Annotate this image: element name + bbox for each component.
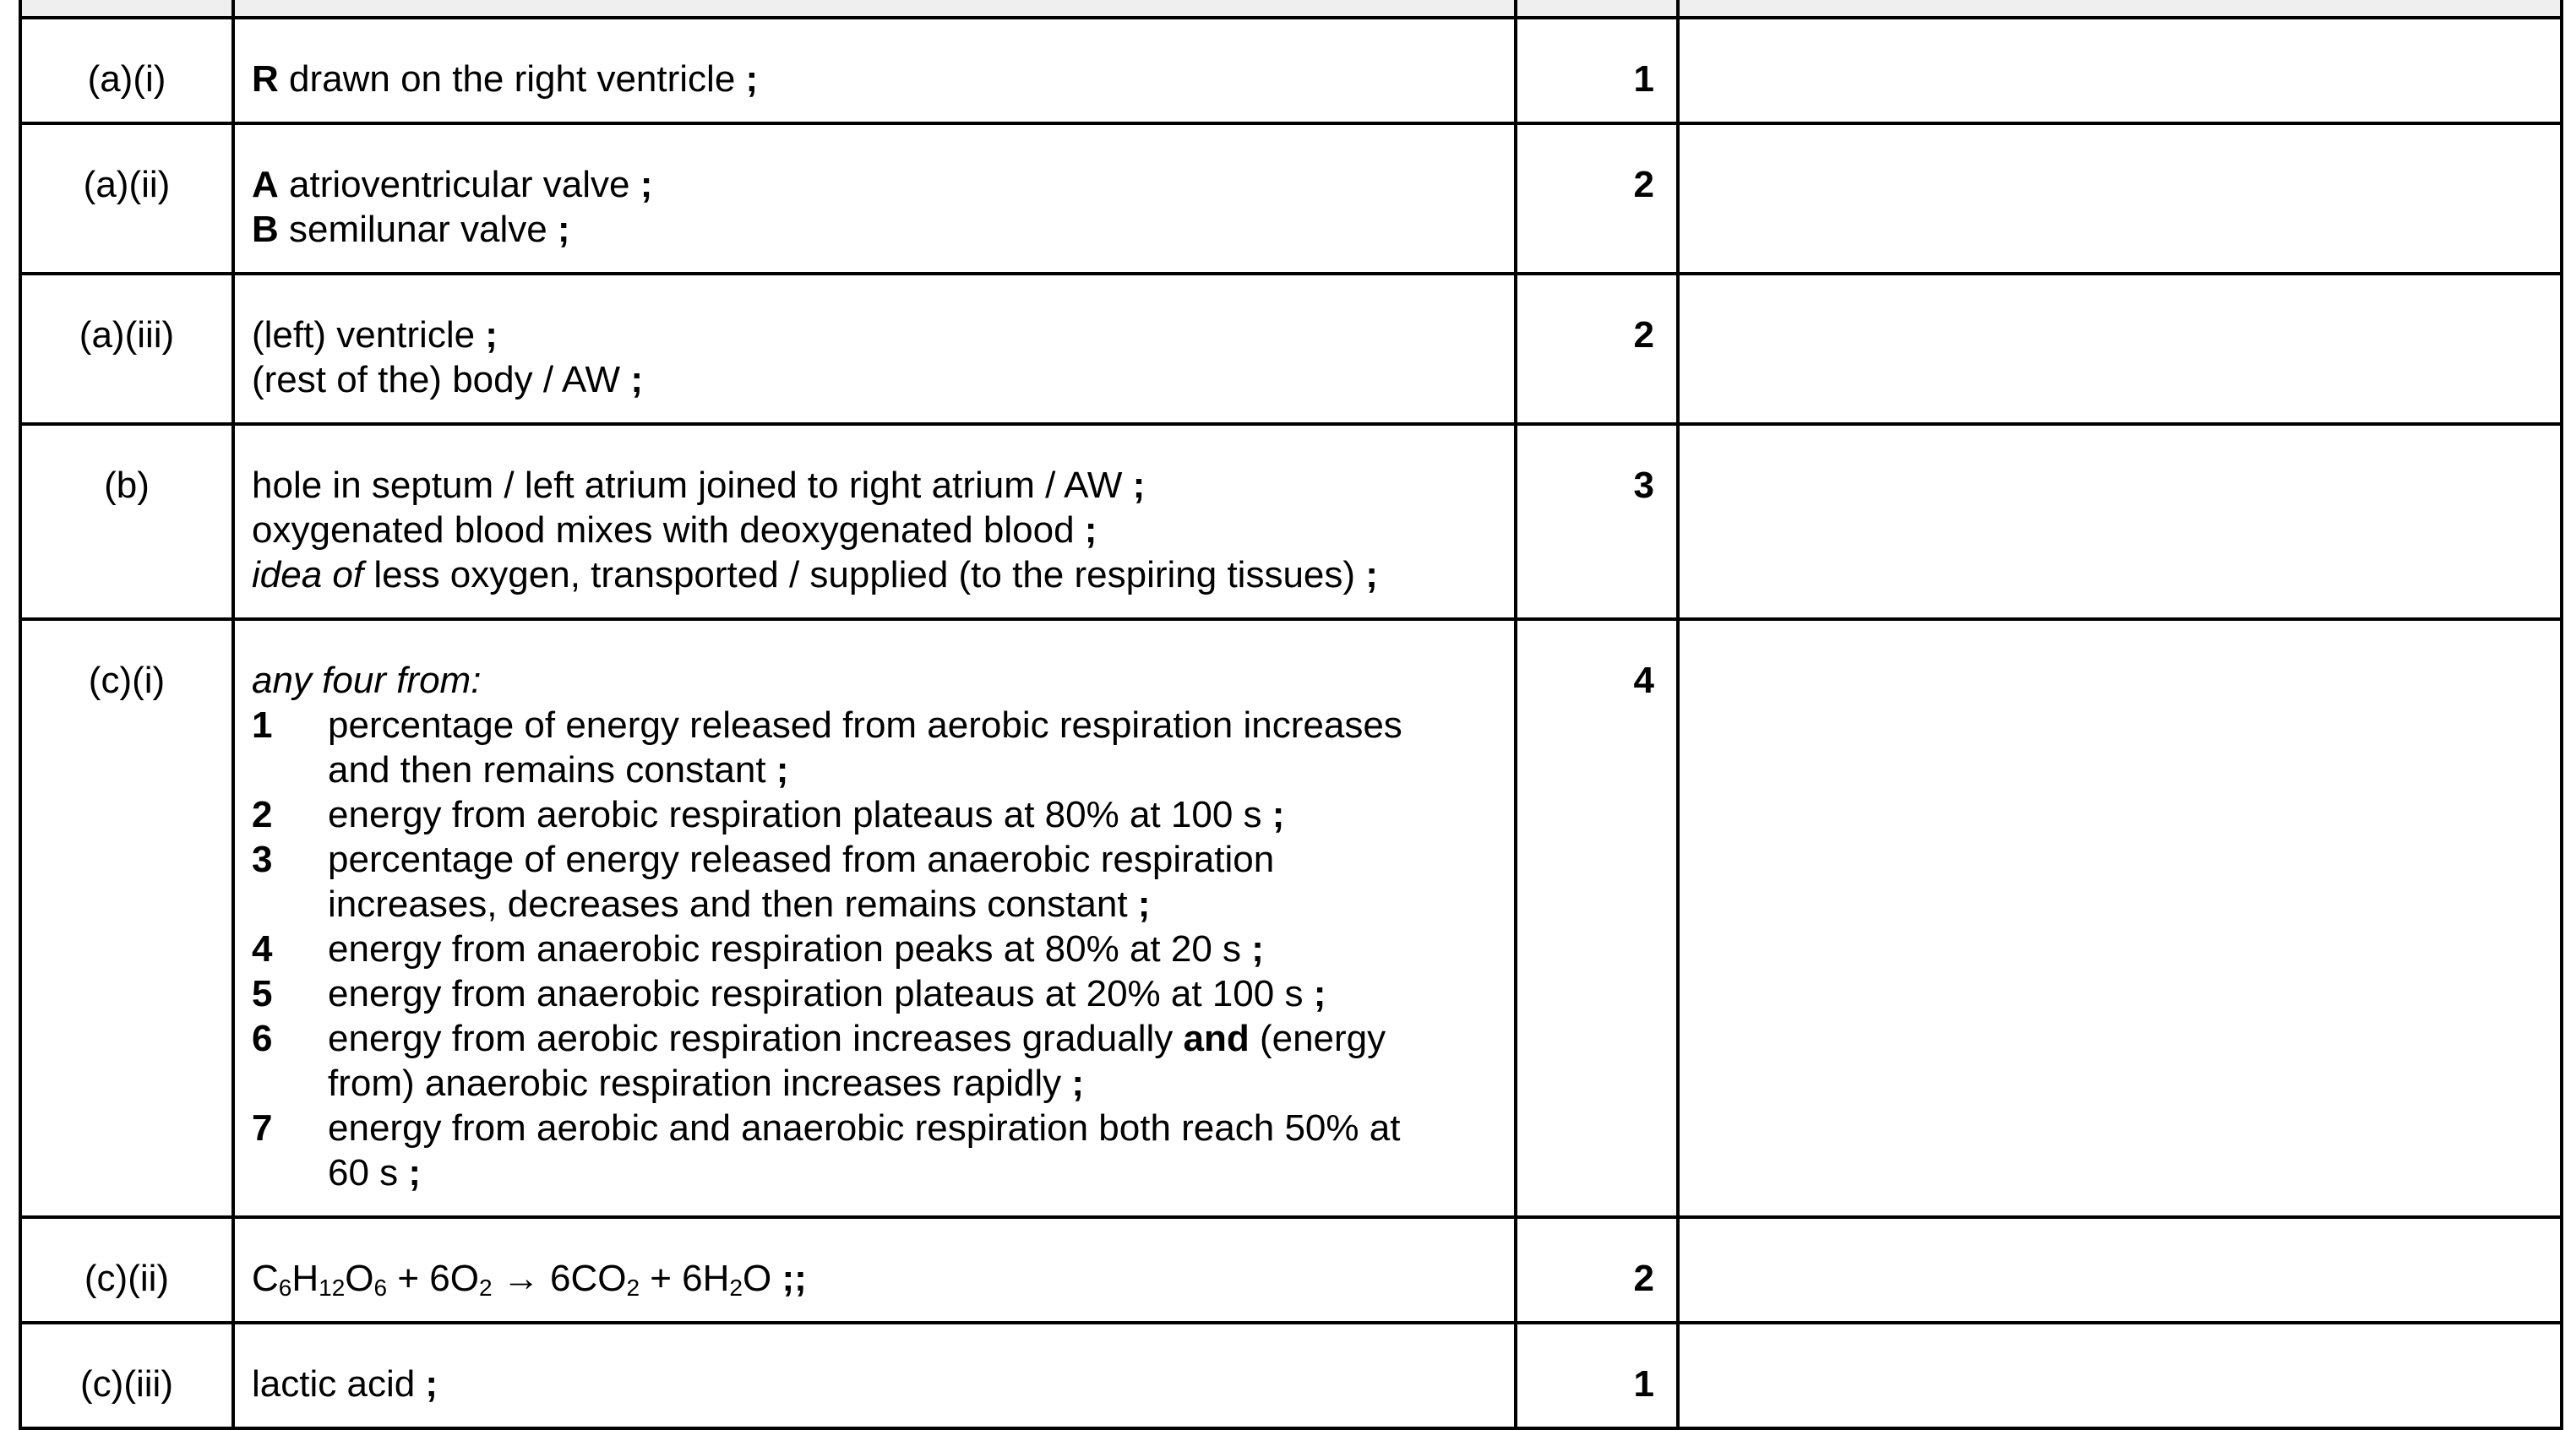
- table-row: [20, 18, 2562, 123]
- respiration-equation: $C_6H_{12}O_6 + 6O_2 \to 6CO_2 + 6H_2O$ ;;: [252, 1258, 807, 1301]
- guidance-cell: [1678, 18, 2562, 123]
- mark-scheme-table: [19, 0, 2563, 1430]
- marks-cell: 2: [1516, 274, 1678, 424]
- marks-cell: 2: [1516, 1217, 1678, 1323]
- guidance-cell: [1678, 1217, 2562, 1323]
- marking-point: 2 energy from aerobic respiration plateaus at 80% at 100 s ;: [252, 794, 1285, 835]
- answer-intro: any four from:: [252, 660, 482, 701]
- guidance-cell: [1678, 1323, 2562, 1428]
- guidance-cell: [1678, 424, 2562, 619]
- marking-point: 6 energy from aerobic respiration increases gradually and (energy from) anaerobic respiration increases rapidly ;: [252, 1018, 1386, 1104]
- marking-point: 3 percentage of energy released from anaerobic respiration increases, decreases and then remains constant ;: [252, 839, 1275, 925]
- question-number: (c)(i): [20, 619, 233, 1217]
- table-row: [20, 619, 2562, 1217]
- answer-line: hole in septum / left atrium joined to right atrium / AW ;: [252, 465, 1146, 506]
- answer-cell: [233, 274, 1516, 424]
- question-number: (b): [20, 424, 233, 619]
- question-number: (a)(ii): [20, 123, 233, 274]
- question-number: (c)(ii): [20, 1217, 233, 1323]
- answer-cell: [233, 18, 1516, 123]
- answer-line: A atrioventricular valve ;: [252, 164, 653, 205]
- header-cell-answer: [233, 0, 1516, 18]
- answer-cell: [233, 1217, 1516, 1323]
- table-row: [20, 274, 2562, 424]
- answer-cell: [233, 424, 1516, 619]
- marks-cell: 1: [1516, 1323, 1678, 1428]
- guidance-cell: [1678, 274, 2562, 424]
- marking-point: 7 energy from aerobic and anaerobic respiration both reach 50% at 60 s ;: [252, 1107, 1401, 1193]
- answer-line: B semilunar valve ;: [252, 209, 570, 250]
- table-row: [20, 1217, 2562, 1323]
- answer-line: oxygenated blood mixes with deoxygenated blood ;: [252, 509, 1097, 551]
- marking-point: 1 percentage of energy released from aerobic respiration increases and then remains constant ;: [252, 704, 1402, 791]
- marks-cell: 1: [1516, 18, 1678, 123]
- answer-cell: [233, 123, 1516, 274]
- marking-point: 4 energy from anaerobic respiration peaks at 80% at 20 s ;: [252, 928, 1264, 970]
- table-row: [20, 1323, 2562, 1428]
- table-row: [20, 424, 2562, 619]
- guidance-cell: [1678, 619, 2562, 1217]
- answer-line: idea of less oxygen, transported / supplied (to the respiring tissues) ;: [252, 554, 1378, 595]
- table-row: [20, 123, 2562, 274]
- header-cell-question: [20, 0, 233, 18]
- header-cell-marks: [1516, 0, 1678, 18]
- table-header-row: [20, 0, 2562, 18]
- guidance-cell: [1678, 123, 2562, 274]
- answer-line: lactic acid ;: [252, 1363, 438, 1405]
- question-number: (a)(iii): [20, 274, 233, 424]
- answer-cell: [233, 619, 1516, 1217]
- question-number: (c)(iii): [20, 1323, 233, 1428]
- question-number: (a)(i): [20, 18, 233, 123]
- marks-cell: 2: [1516, 123, 1678, 274]
- answer-line: R drawn on the right ventricle ;: [252, 58, 759, 100]
- header-cell-guidance: [1678, 0, 2562, 18]
- marks-cell: 4: [1516, 619, 1678, 1217]
- marks-cell: 3: [1516, 424, 1678, 619]
- marking-point: 5 energy from anaerobic respiration plateaus at 20% at 100 s ;: [252, 973, 1326, 1014]
- answer-cell: [233, 1323, 1516, 1428]
- answer-line: (left) ventricle ;: [252, 314, 498, 356]
- answer-line: (rest of the) body / AW ;: [252, 359, 643, 400]
